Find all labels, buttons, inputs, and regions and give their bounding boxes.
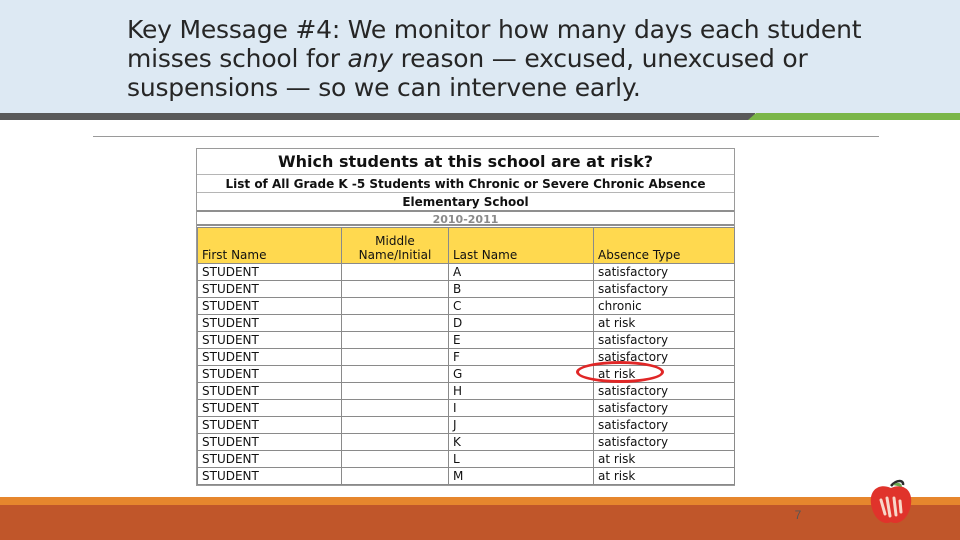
table-row — [198, 468, 735, 485]
middle-name-cell — [342, 383, 449, 400]
first-name-cell: STUDENT — [198, 349, 342, 366]
table-row — [198, 434, 735, 451]
absence-type-cell: satisfactory — [594, 417, 735, 434]
first-name-cell: STUDENT — [198, 468, 342, 485]
first-name-cell: STUDENT — [198, 434, 342, 451]
first-name-cell: STUDENT — [198, 451, 342, 468]
column-header-absence-type: Absence Type — [594, 228, 735, 264]
middle-name-cell — [342, 315, 449, 332]
last-name-cell: J — [449, 417, 594, 434]
table-row — [198, 451, 735, 468]
table-school: Elementary School — [197, 192, 734, 211]
middle-name-cell — [342, 332, 449, 349]
middle-name-cell — [342, 366, 449, 383]
absence-type-cell: satisfactory — [594, 264, 735, 281]
first-name-cell: STUDENT — [198, 281, 342, 298]
first-name-cell: STUDENT — [198, 264, 342, 281]
table-year: 2010-2011 — [197, 210, 734, 226]
content-rule — [93, 136, 879, 137]
last-name-cell: E — [449, 332, 594, 349]
middle-name-cell — [342, 400, 449, 417]
table-row — [198, 315, 735, 332]
page-number: 7 — [794, 508, 802, 522]
footer-band — [0, 505, 960, 540]
title-text-end: reason — excused, unexcused or suspensions — so we can intervene early. — [127, 44, 808, 102]
first-name-cell: STUDENT — [198, 400, 342, 417]
absence-type-cell: satisfactory — [594, 434, 735, 451]
table-row — [198, 332, 735, 349]
absence-type-cell: satisfactory — [594, 281, 735, 298]
first-name-cell: STUDENT — [198, 298, 342, 315]
table-row — [198, 400, 735, 417]
last-name-cell: C — [449, 298, 594, 315]
middle-name-cell — [342, 451, 449, 468]
last-name-cell: F — [449, 349, 594, 366]
slide-title — [127, 15, 887, 102]
absence-type-cell: at risk — [594, 468, 735, 485]
last-name-cell: K — [449, 434, 594, 451]
first-name-cell: STUDENT — [198, 417, 342, 434]
absence-type-cell: at risk — [594, 315, 735, 332]
header-divider-dark — [0, 113, 755, 120]
table-row — [198, 417, 735, 434]
first-name-cell: STUDENT — [198, 383, 342, 400]
middle-name-cell — [342, 264, 449, 281]
table-subheading: List of All Grade K -5 Students with Chronic or Severe Chronic Absence — [197, 174, 734, 193]
last-name-cell: L — [449, 451, 594, 468]
slide-header — [0, 0, 960, 113]
middle-name-cell — [342, 298, 449, 315]
last-name-cell: H — [449, 383, 594, 400]
table-row — [198, 264, 735, 281]
last-name-cell: I — [449, 400, 594, 417]
middle-name-cell — [342, 468, 449, 485]
table-header-row — [198, 228, 735, 264]
last-name-cell: D — [449, 315, 594, 332]
last-name-cell: M — [449, 468, 594, 485]
table-row — [198, 383, 735, 400]
table-row — [198, 281, 735, 298]
middle-name-cell — [342, 281, 449, 298]
header-divider-green — [748, 113, 960, 120]
risk-table-image — [196, 148, 735, 486]
first-name-cell: STUDENT — [198, 315, 342, 332]
absence-type-cell: satisfactory — [594, 332, 735, 349]
title-text-emphasis: any — [347, 44, 393, 73]
middle-name-cell — [342, 349, 449, 366]
column-header-first-name: First Name — [198, 228, 342, 264]
absence-type-cell: satisfactory — [594, 349, 735, 366]
table-row — [198, 298, 735, 315]
title-text-start: Key Message #4: We monitor how many days each student misses school for — [127, 15, 862, 73]
last-name-cell: A — [449, 264, 594, 281]
table-heading: Which students at this school are at risk? — [278, 152, 653, 171]
last-name-cell: B — [449, 281, 594, 298]
students-table — [197, 227, 735, 485]
highlight-circle — [576, 361, 664, 383]
table-row — [198, 349, 735, 366]
column-header-last-name: Last Name — [449, 228, 594, 264]
absence-type-cell: satisfactory — [594, 383, 735, 400]
middle-name-cell — [342, 434, 449, 451]
last-name-cell: G — [449, 366, 594, 383]
absence-type-cell: at risk — [594, 366, 735, 383]
apple-logo-icon — [866, 476, 916, 528]
absence-type-cell: at risk — [594, 451, 735, 468]
first-name-cell: STUDENT — [198, 332, 342, 349]
middle-name-cell — [342, 417, 449, 434]
first-name-cell: STUDENT — [198, 366, 342, 383]
footer-stripe-orange — [0, 497, 960, 505]
absence-type-cell: chronic — [594, 298, 735, 315]
absence-type-cell: satisfactory — [594, 400, 735, 417]
column-header-middle-name: Middle Name/Initial — [342, 228, 449, 264]
